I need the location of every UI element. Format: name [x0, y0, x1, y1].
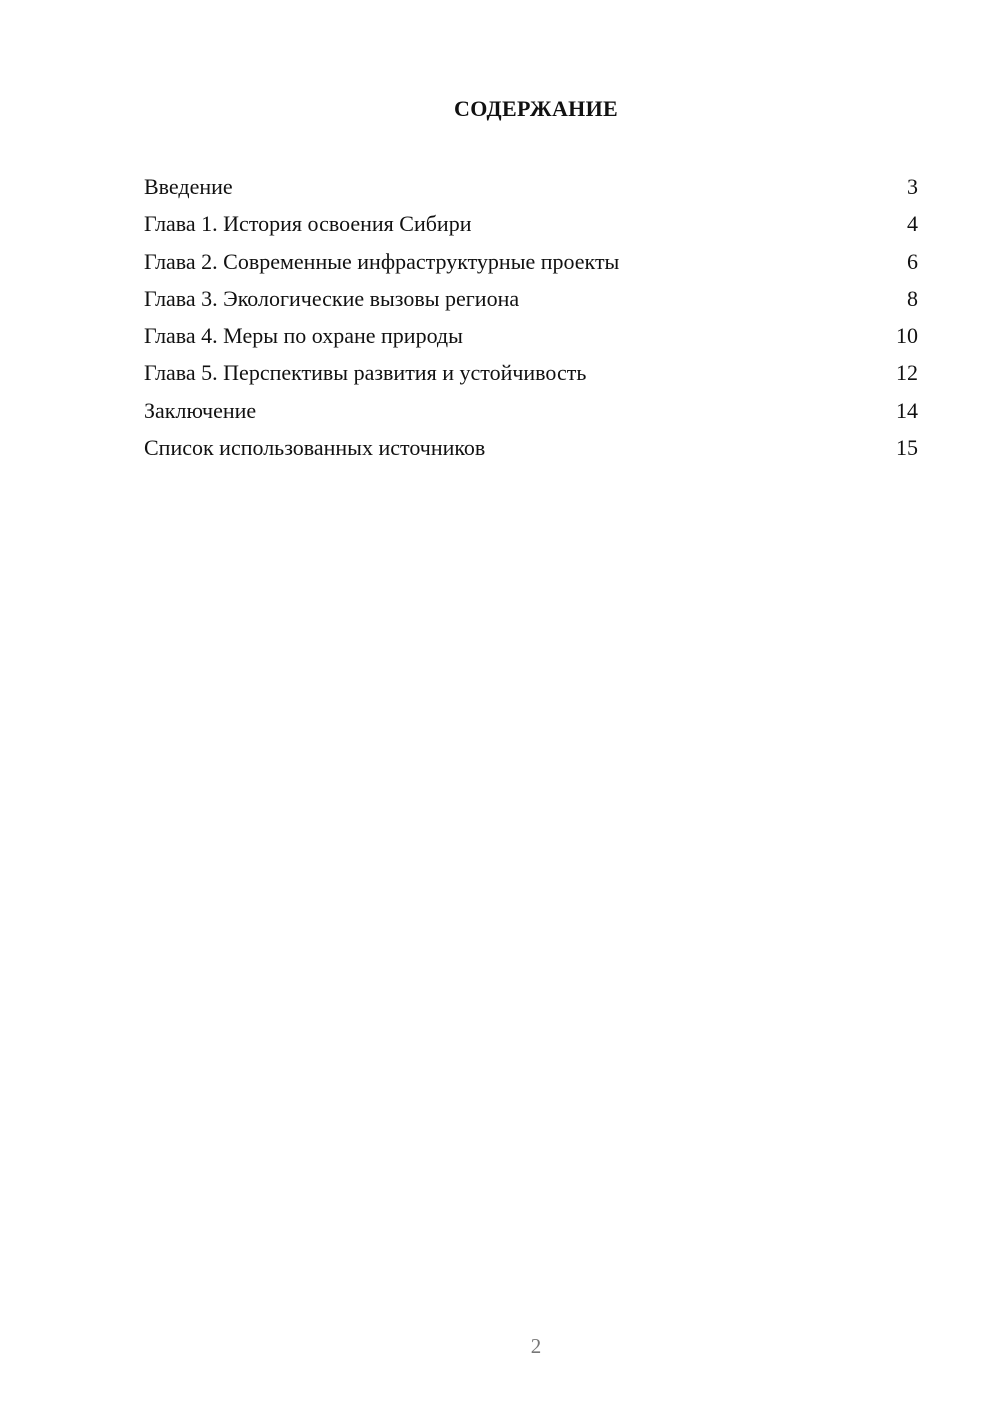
toc-entry-page: 4 — [907, 211, 918, 237]
toc-entry-introduction[interactable] — [144, 168, 920, 205]
toc-entry-label: Глава 4. Меры по охране природы — [144, 323, 463, 349]
toc-entry-conclusion[interactable] — [144, 392, 920, 429]
toc-entry-label: Глава 5. Перспективы развития и устойчивость — [144, 360, 587, 386]
toc-entry-chapter-3[interactable] — [144, 280, 920, 317]
page-title: СОДЕРЖАНИЕ — [454, 96, 618, 121]
toc-entry-chapter-5[interactable] — [144, 354, 920, 391]
toc-entry-page: 12 — [896, 360, 918, 386]
toc-entry-label: Глава 2. Современные инфраструктурные проекты — [144, 248, 620, 274]
toc-entry-page: 10 — [896, 323, 918, 349]
toc-entry-page: 6 — [907, 248, 918, 274]
toc-entry-chapter-2[interactable] — [144, 243, 920, 280]
toc-entry-page: 15 — [896, 435, 918, 461]
toc-entry-label: Заключение — [144, 397, 257, 423]
toc-entry-page: 8 — [907, 285, 918, 311]
page-number: 2 — [530, 1334, 542, 1358]
toc-entry-page: 3 — [907, 174, 918, 199]
table-of-contents — [144, 168, 920, 466]
toc-entry-references[interactable] — [144, 429, 920, 466]
toc-entry-chapter-4[interactable] — [144, 317, 920, 354]
toc-entry-label: Глава 1. История освоения Сибири — [144, 211, 472, 237]
toc-entry-label: Введение — [144, 174, 233, 199]
toc-entry-label: Глава 3. Экологические вызовы региона — [144, 285, 520, 311]
toc-entry-page: 14 — [896, 397, 918, 423]
toc-entry-chapter-1[interactable] — [144, 205, 920, 242]
toc-entry-label: Список использованных источников — [144, 435, 486, 461]
